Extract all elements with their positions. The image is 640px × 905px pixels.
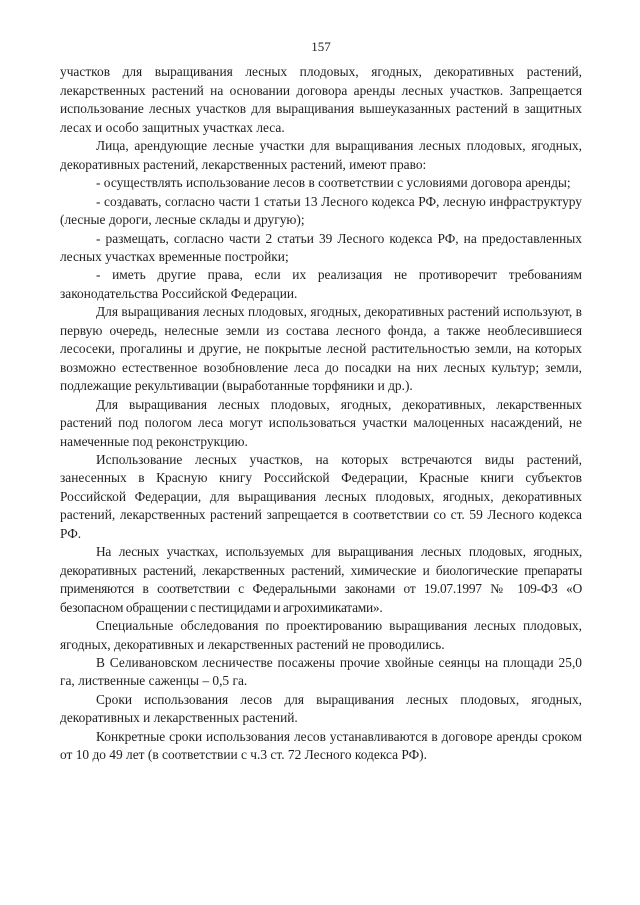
paragraph-11: Специальные обследования по проектированию выращивания лесных плодовых, ягодных, декоративных и лекарственных растений не проводились. <box>60 618 582 652</box>
paragraph-5: - размещать, согласно части 2 статьи 39 Лесного кодекса РФ, на предоставленных лесных участках временные постройки; <box>60 230 582 264</box>
paragraph-8: Для выращивания лесных плодовых, ягодных, декоративных, лекарственных растений под пологом леса могут использоваться участки малоценных насаждений, не намеченные под реконструкцию. <box>60 396 582 449</box>
page-number: 157 <box>311 39 331 54</box>
paragraph-2: Лица, арендующие лесные участки для выращивания лесных плодовых, ягодных, декоративных растений, лекарственных растений, имеют право: <box>60 138 582 172</box>
paragraph-4: - создавать, согласно части 1 статьи 13 Лесного кодекса РФ, лесную инфраструктуру (лесные дороги, лесные склады и другую); <box>60 193 582 228</box>
document-page <box>60 38 582 765</box>
paragraph-1: участков для выращивания лесных плодовых, ягодных, декоративных растений, лекарственных растений на основании договора аренды лесных участков. Запрещается использование лесных участков для выращивания вышеуказанных растений в защитных лесах и особо защитных участках леса. <box>60 64 582 135</box>
paragraph-6: - иметь другие права, если их реализация не противоречит требованиям законодательства Российской Федерации. <box>60 267 582 301</box>
paragraph-9: Использование лесных участков, на которых встречаются виды растений, занесенных в Красную книгу Российской Федерации, Красные книги субъектов Российской Федерации, для выращивания лесных плодовых, ягодных, декоративных растений, лекарственных растений запрещается в соответствии со ст. 59 Лесного кодекса РФ. <box>60 451 582 541</box>
paragraph-10: На лесных участках, используемых для выращивания лесных плодовых, ягодных, декоративных растений, лекарственных растений, химические и биологические препараты применяются в соответствии с Федеральными законами от 19.07.1997 № 109-ФЗ «О безопасном обращении с пестицидами и агрохимикатами». <box>60 544 582 615</box>
paragraph-14: Конкретные сроки использования лесов устанавливаются в договоре аренды сроком от 10 до 49 лет (в соответствии с ч.3 ст. 72 Лесного кодекса РФ). <box>60 728 582 763</box>
paragraph-12: В Селивановском лесничестве посажены прочие хвойные сеянцы на площади 25,0 га, лиственные саженцы – 0,5 га. <box>60 654 582 689</box>
paragraph-13: Сроки использования лесов для выращивания лесных плодовых, ягодных, декоративных и лекарственных растений. <box>60 691 582 726</box>
paragraph-7: Для выращивания лесных плодовых, ягодных, декоративных растений используют, в первую очередь, нелесные земли из состава лесного фонда, а также необлесившиеся лесосеки, прогалины и другие, не покрытые лесной растительностью земли, на которых возможно естественное возобновление леса до посадки на них лесных культур; земли, подлежащие рекультивации (выработанные торфяники и др.). <box>60 304 582 394</box>
paragraph-3: - осуществлять использование лесов в соответствии с условиями договора аренды; <box>96 175 571 191</box>
